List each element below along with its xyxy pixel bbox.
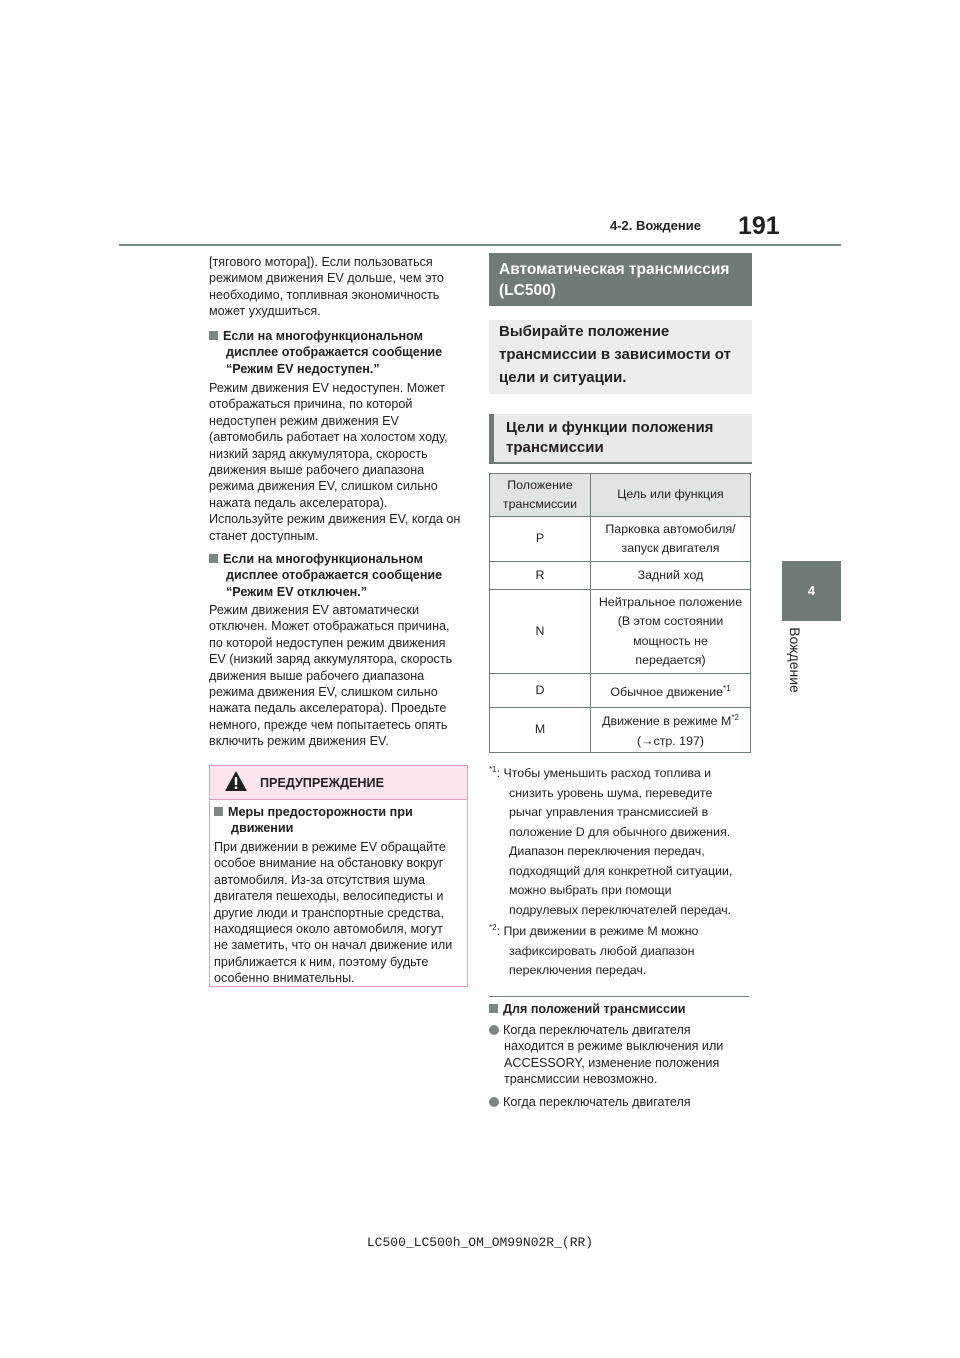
square-bullet-icon — [214, 807, 223, 816]
chapter-tab: 4 — [782, 561, 841, 621]
warning-title: ПРЕДУПРЕЖДЕНИЕ — [260, 776, 384, 790]
warning-header — [210, 766, 467, 800]
square-bullet-icon — [489, 1004, 498, 1013]
bullet-item: Когда переключатель двигателя находится в режиме выключения или ACCESSORY, изменение положения трансмиссии невозможно. — [489, 1022, 723, 1088]
header-cell-position: Положение трансмиссии — [490, 474, 591, 517]
square-bullet-icon — [209, 554, 218, 563]
page-number: 191 — [738, 212, 780, 240]
warning-triangle-icon — [224, 770, 248, 792]
chapter-side-label: Вождение — [787, 627, 803, 693]
footnote-1: $^{*1}$: Чтобы уменьшить расход топлива и снизить уровень шума, переведите рычаг управления трансмиссией в положение D для обычного движения. Диапазон переключения передач, подходящий для конкретной ситуации, можно выбрать при помощи подрулевых переключателей передач. — [489, 765, 733, 917]
sub-banner: Цели и функции положения трансмиссии — [489, 414, 752, 464]
header-cell-function: Цель или функция — [591, 474, 751, 517]
table-row: N Нейтральное положение (В этом состоянии мощность не передается) — [490, 590, 751, 674]
section-banner: Автоматическая трансмиссия (LC500) — [489, 253, 752, 306]
section-title: 4-2. Вождение — [610, 218, 701, 233]
paragraph-ev-disabled: Режим движения EV автоматически отключен. Может отображаться причина, по которой недоступен режим движения EV (низкий заряд аккумулятора, скорость движения выше рабочего диапазона режима движения EV, слишком сильно нажата педаль акселератора). Проедьте немного, прежде чем попытаетесь опять включить режим движения EV. — [209, 603, 453, 749]
table-row: D Обычное движение$^{*1}$ — [490, 674, 751, 708]
heading-ev-unavailable: Если на многофункциональном дисплее отображается сообщение “Режим EV недоступен.” — [209, 328, 442, 377]
table-header-row — [490, 474, 751, 517]
shift-position-table — [489, 473, 751, 753]
footer-code: LC500_LC500h_OM_OM99N02R_(RR) — [366, 1235, 594, 1250]
round-bullet-icon — [489, 1025, 499, 1035]
heading-shift-positions: Для положений трансмиссии — [489, 1001, 686, 1017]
square-bullet-icon — [209, 331, 218, 340]
paragraph-ev-unavailable: Режим движения EV недоступен. Может отображаться причина, по которой недоступен режим движения EV (автомобиль работает на холостом ходу, низкий заряд аккумулятора, скорость движения выше рабочего диапазона режима движения EV, слишком сильно нажата педаль акселератора). Используйте режим движения EV, когда он станет доступным. — [209, 381, 461, 543]
round-bullet-icon — [489, 1097, 499, 1107]
warning-heading: Меры предосторожности при движении — [214, 804, 413, 837]
footnote-rule — [489, 996, 749, 997]
table-row: P Парковка автомобиля/ запуск двигателя — [490, 517, 751, 562]
heading-ev-disabled: Если на многофункциональном дисплее отображается сообщение “Режим EV отключен.” — [209, 551, 442, 600]
footnote-2: $^{*2}$: При движении в режиме M можно зафиксировать любой диапазон переключения передач. — [489, 923, 699, 978]
warning-box — [209, 765, 468, 987]
goal-text: Выбирайте положение трансмиссии в зависимости от цели и ситуации. — [499, 323, 731, 386]
bullet-item: Когда переключатель двигателя — [489, 1094, 691, 1110]
table-row: R Задний ход — [490, 562, 751, 590]
warning-body: При движении в режиме EV обращайте особое внимание на обстановку вокруг автомобиля. Из-за отсутствия шума двигателя пешеходы, велосипедисты и другие люди и транспортные средства, находящиеся около автомобиля, могут не заметить, что он начал движение или приближается к ним, поэтому будьте особенно внимательны. — [214, 840, 453, 986]
intro-paragraph: [тягового мотора]). Если пользоваться режимом движения EV дольше, чем это необходимо, топливная экономичность может ухудшиться. — [209, 255, 444, 319]
table-row: M Движение в режиме $M^{*2}$ (→стр. 197) — [490, 708, 751, 753]
header-rule — [119, 244, 841, 246]
